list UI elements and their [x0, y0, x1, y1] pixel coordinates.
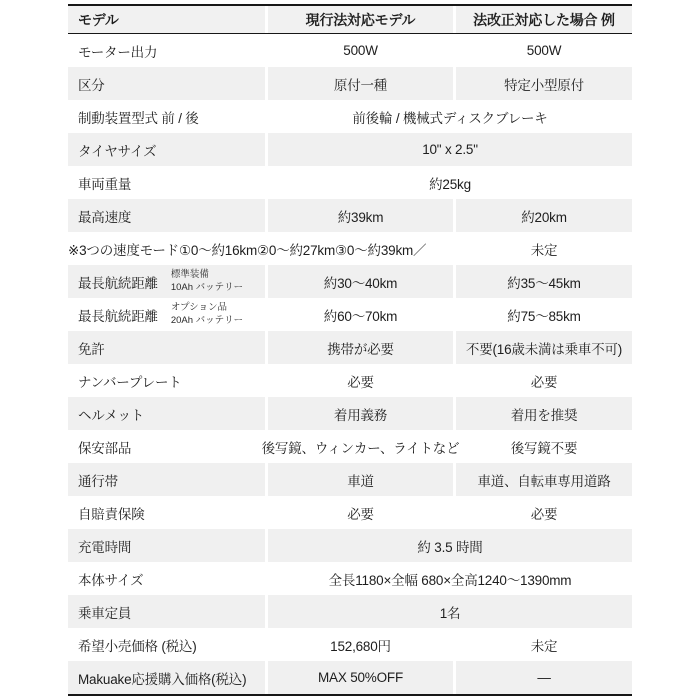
- value-current: MAX 50%OFF: [268, 661, 453, 694]
- table-row: [68, 265, 632, 298]
- value-merged: 約25kg: [429, 176, 471, 192]
- table-row: [68, 331, 632, 364]
- value-merged: 前後輪 / 機械式ディスクブレーキ: [352, 110, 548, 126]
- row-label: [68, 628, 265, 661]
- table-row: [68, 430, 632, 463]
- table-row: [68, 595, 632, 628]
- header-model: モデル: [68, 6, 265, 33]
- value-current: 車道: [268, 463, 453, 496]
- row-label: [68, 661, 265, 694]
- value-current: 後写鏡、ウィンカー、ライトなど: [261, 440, 460, 456]
- table-row: [68, 496, 632, 529]
- table-row: [68, 562, 632, 595]
- value-revised: 未定: [530, 242, 558, 258]
- row-label-text: ナンバープレート: [78, 374, 182, 390]
- value-merged: 全長1180×全幅 680×全高1240〜1390mm: [328, 572, 572, 588]
- value-revised: 車道、自転車専用道路: [456, 463, 632, 496]
- row-label-text: 区分: [78, 77, 105, 93]
- table-row: [68, 133, 632, 166]
- table-row: [68, 298, 632, 331]
- table-row: [68, 628, 632, 661]
- value-current: 携帯が必要: [268, 331, 453, 364]
- row-label: 乗車定員: [68, 595, 265, 628]
- table-header-row: [68, 6, 632, 34]
- battery-note: [171, 302, 243, 327]
- header-current-law-model: 現行法対応モデル: [268, 6, 453, 33]
- table-row: [68, 34, 632, 67]
- battery-note-line: 標準装備: [170, 269, 209, 281]
- value-revised: 未定: [530, 638, 558, 654]
- row-label: [68, 34, 265, 67]
- value-current: 約60〜70km: [323, 308, 398, 324]
- value-revised: 必要: [530, 374, 558, 390]
- value-current: 約39km: [268, 199, 453, 232]
- row-label-note: ※3つの速度モード①0〜約16km②0〜約27km③0〜約39km／: [68, 242, 427, 258]
- value-revised: 特定小型原付: [456, 67, 632, 100]
- row-label-text: モーター出力: [78, 44, 158, 60]
- row-label-text: ヘルメット: [78, 407, 145, 423]
- value-current: 原付一種: [268, 67, 453, 100]
- value-current: 着用義務: [268, 397, 453, 430]
- value-merged: 1名: [268, 595, 632, 628]
- row-label: 制動装置型式 前 / 後: [78, 110, 199, 126]
- row-label-text: 自賠責保険: [78, 506, 145, 522]
- table-row: [68, 100, 632, 133]
- spec-table: [68, 4, 632, 696]
- row-label-text: 最高速度: [78, 209, 132, 225]
- value-revised: 500W: [526, 43, 562, 58]
- battery-note-line: 20Ah バッテリー: [170, 314, 244, 326]
- row-label-text: 免許: [78, 341, 105, 357]
- value-current: 必要: [347, 506, 374, 522]
- table-row: [68, 463, 632, 496]
- row-label: [68, 364, 265, 397]
- row-label-text: 最長航続距離: [78, 275, 158, 291]
- battery-note-line: 10Ah バッテリー: [170, 281, 244, 293]
- row-label: [68, 298, 265, 331]
- row-label: [68, 397, 265, 430]
- row-label: [68, 463, 265, 496]
- value-current: 必要: [347, 374, 374, 390]
- row-label: 本体サイズ: [78, 572, 144, 588]
- value-revised: 不要(16歳未満は乗車不可): [456, 331, 632, 364]
- row-label: [68, 265, 265, 298]
- row-label-text: Makuake応援購入価格(税込): [78, 671, 247, 687]
- row-label: 車両重量: [78, 176, 132, 192]
- value-merged: 約 3.5 時間: [268, 529, 632, 562]
- row-label: タイヤサイズ: [68, 133, 265, 166]
- row-label: [68, 430, 265, 463]
- row-label-text: 希望小売価格 (税込): [78, 638, 197, 654]
- value-revised: 約20km: [456, 199, 632, 232]
- row-label: [68, 199, 265, 232]
- row-label-text: 保安部品: [78, 440, 132, 456]
- value-current: 152,680円: [330, 638, 391, 654]
- battery-note-line: オプション品: [170, 302, 227, 314]
- table-row: [68, 199, 632, 232]
- battery-note: [171, 269, 243, 294]
- value-revised: 約75〜85km: [507, 308, 581, 324]
- value-revised: 必要: [530, 506, 558, 522]
- value-current: 500W: [343, 43, 378, 58]
- value-revised: 後写鏡不要: [510, 440, 578, 456]
- row-label: [68, 331, 265, 364]
- value-current: 約30〜40km: [268, 265, 453, 298]
- row-label-text: 通行帯: [78, 473, 118, 489]
- table-row: [68, 397, 632, 430]
- table-row: [68, 232, 632, 265]
- table-row: [68, 661, 632, 694]
- table-row: [68, 364, 632, 397]
- table-row: [68, 529, 632, 562]
- row-label: [68, 496, 265, 529]
- row-label: 充電時間: [68, 529, 265, 562]
- value-revised: 着用を推奨: [456, 397, 632, 430]
- row-label-text: 最長航続距離: [78, 308, 158, 324]
- header-revised-law-example: 法改正対応した場合 例: [456, 6, 632, 33]
- table-body: [68, 34, 632, 696]
- value-revised: —: [456, 661, 632, 694]
- row-label: [68, 67, 265, 100]
- value-merged: 10" x 2.5": [268, 133, 632, 166]
- table-row: [68, 67, 632, 100]
- value-revised: 約35〜45km: [456, 265, 632, 298]
- table-row: [68, 166, 632, 199]
